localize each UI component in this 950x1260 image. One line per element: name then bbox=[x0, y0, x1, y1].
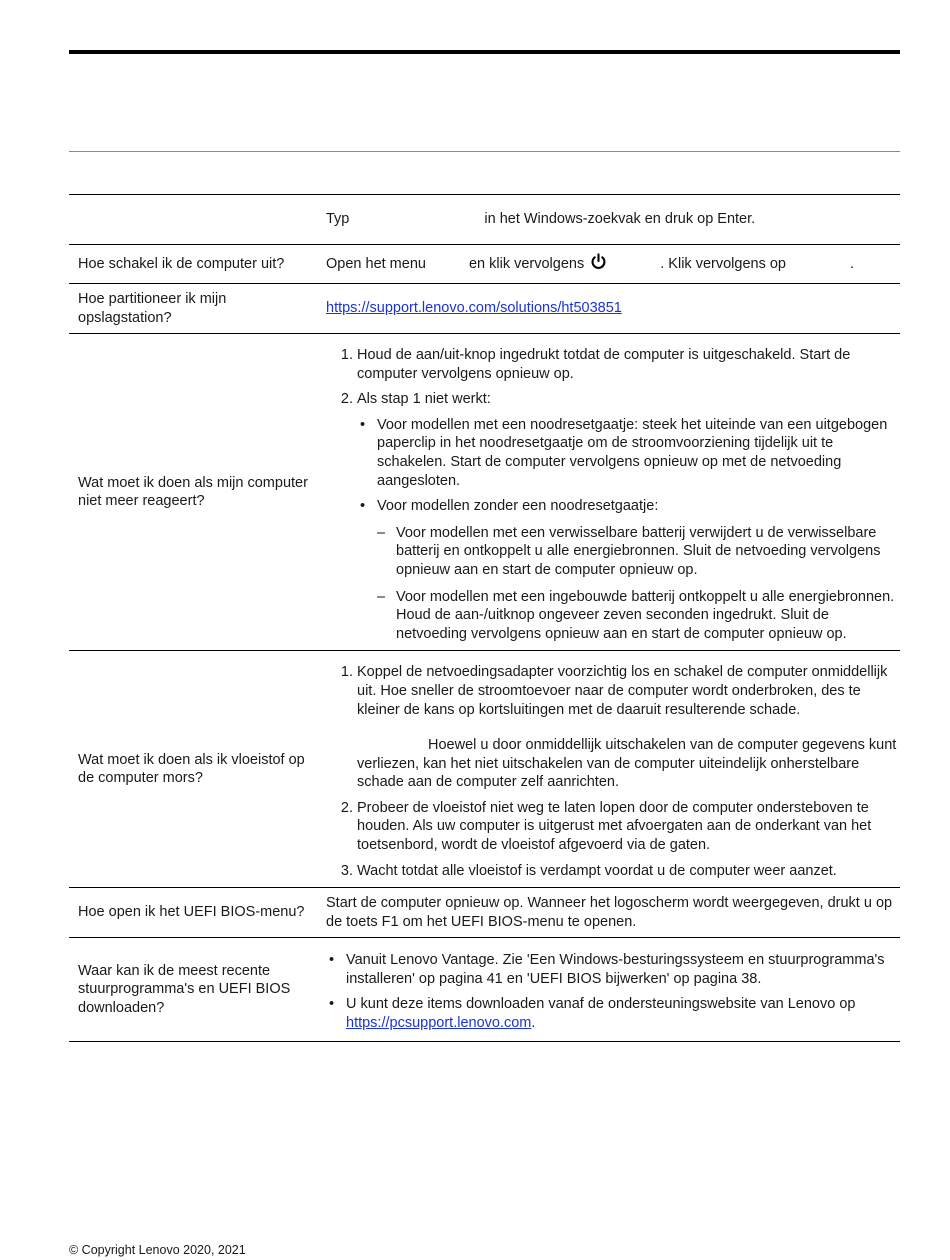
step-text: Koppel de netvoedingsadapter voorzichtig los en schakel de computer onmiddellijk uit. Hoe sneller de stroomtoevoer naar de computer wordt onderbroken, des te kleiner de kans op kortsluitingen met de daaruit resulterende schade. bbox=[357, 664, 888, 718]
copyright-notice: © Copyright Lenovo 2020, 2021 bbox=[69, 1243, 246, 1257]
table-row bbox=[69, 938, 900, 1041]
dash-list bbox=[377, 524, 900, 644]
list-item bbox=[377, 497, 900, 643]
answer-cell bbox=[317, 195, 900, 245]
question-cell bbox=[69, 195, 317, 245]
table-row bbox=[69, 245, 900, 284]
list-item: 3. Wacht totdat alle vloeistof is verdampt voordat u de computer weer aanzet. bbox=[357, 862, 900, 881]
question-cell: Hoe schakel ik de computer uit? bbox=[78, 255, 285, 272]
link-suffix: . bbox=[531, 1015, 536, 1032]
list-item: • Voor modellen met een noodresetgaatje: steek het uiteinde van een uitgebogen paperclip in het noodresetgaatje om de stroomvoorziening tijdelijk uit te schakelen. Start de computer vervolgens opnieuw op met de netvoeding aangesloten. bbox=[377, 416, 900, 490]
question-cell: Hoe open ik het UEFI BIOS-menu? bbox=[78, 904, 305, 921]
answer-text: Typ bbox=[326, 211, 350, 228]
faq-table bbox=[69, 194, 900, 1042]
answer-text: in het Windows-zoekvak en druk op Enter. bbox=[484, 211, 756, 228]
list-item: 1. Houd de aan/uit-knop ingedrukt totdat de computer is uitgeschakeld. Start de computer vervolgens opnieuw op. bbox=[357, 346, 900, 383]
table-row bbox=[69, 651, 900, 888]
answer-cell bbox=[317, 938, 900, 1041]
partition-support-link[interactable]: https://support.lenovo.com/solutions/ht503851 bbox=[326, 300, 622, 317]
answer-cell bbox=[317, 284, 900, 334]
power-icon bbox=[590, 253, 607, 276]
question-cell: Waar kan ik de meest recente stuurprogramma's en UEFI BIOS downloaden? bbox=[78, 962, 291, 1016]
bullet-text: Voor modellen zonder een noodresetgaatje: bbox=[377, 498, 659, 515]
bullet-list bbox=[326, 951, 900, 1032]
table-row bbox=[69, 888, 900, 938]
pcsupport-link[interactable]: https://pcsupport.lenovo.com bbox=[346, 1015, 532, 1032]
answer-cell bbox=[317, 651, 900, 888]
answer-cell bbox=[317, 334, 900, 651]
answer-cell bbox=[317, 245, 900, 284]
question-cell: Wat moet ik doen als ik vloeistof op de computer mors? bbox=[78, 751, 305, 787]
answer-cell: Start de computer opnieuw op. Wanneer het logoscherm wordt weergegeven, drukt u op de toets F1 om het UEFI BIOS-menu te openen. bbox=[326, 895, 893, 930]
list-item bbox=[346, 995, 900, 1032]
question-cell: Hoe partitioneer ik mijn opslagstation? bbox=[78, 290, 227, 326]
list-item: – Voor modellen met een verwisselbare batterij verwijdert u de verwisselbare batterij en ontkoppelt u alle energiebronnen. Sluit de netvoeding vervolgens opnieuw aan en start de computer opnieuw op. bbox=[396, 524, 900, 580]
top-rule bbox=[69, 50, 900, 54]
list-item: – Voor modellen met een ingebouwde batterij ontkoppelt u alle energiebronnen. Houd de aan-/uitknop ongeveer zeven seconden ingedrukt. Sluit de netvoeding vervolgens opnieuw aan en start de computer opnieuw op. bbox=[396, 588, 900, 644]
header-divider bbox=[69, 151, 900, 152]
steps-list bbox=[326, 663, 900, 880]
answer-text: Open het menu bbox=[326, 255, 426, 272]
list-item: 2. Probeer de vloeistof niet weg te laten lopen door de computer ondersteboven te houden. Als uw computer is uitgerust met afvoergaten aan de onderkant van het toetsenbord, wordt de vloeistof afgevoerd via de gaten. bbox=[357, 799, 900, 855]
table-row bbox=[69, 334, 900, 651]
answer-text: en klik vervolgens bbox=[468, 255, 585, 272]
table-row bbox=[69, 195, 900, 245]
steps-list bbox=[326, 346, 900, 643]
question-cell: Wat moet ik doen als mijn computer niet meer reageert? bbox=[78, 474, 308, 510]
list-item bbox=[357, 663, 900, 792]
bullet-text: U kunt deze items downloaden vanaf de ondersteuningswebsite van Lenovo op bbox=[346, 996, 856, 1013]
note-text bbox=[357, 736, 900, 792]
list-item bbox=[357, 390, 900, 643]
list-item: • Vanuit Lenovo Vantage. Zie 'Een Windows-besturingssysteem en stuurprogramma's installeren' op pagina 41 en 'UEFI BIOS bijwerken' op pagina 38. bbox=[346, 951, 900, 988]
note-body: Hoewel u door onmiddellijk uitschakelen van de computer gegevens kunt verliezen, kan het niet uitschakelen van de computer uiteindelijk onherstelbare schade aan de computer zelf aanrichten. bbox=[357, 737, 897, 791]
step-text: Als stap 1 niet werkt: bbox=[357, 391, 491, 408]
table-row bbox=[69, 284, 900, 334]
answer-text: . Klik vervolgens op bbox=[660, 255, 786, 272]
answer-text: . bbox=[849, 255, 855, 272]
bullet-list bbox=[357, 416, 900, 644]
